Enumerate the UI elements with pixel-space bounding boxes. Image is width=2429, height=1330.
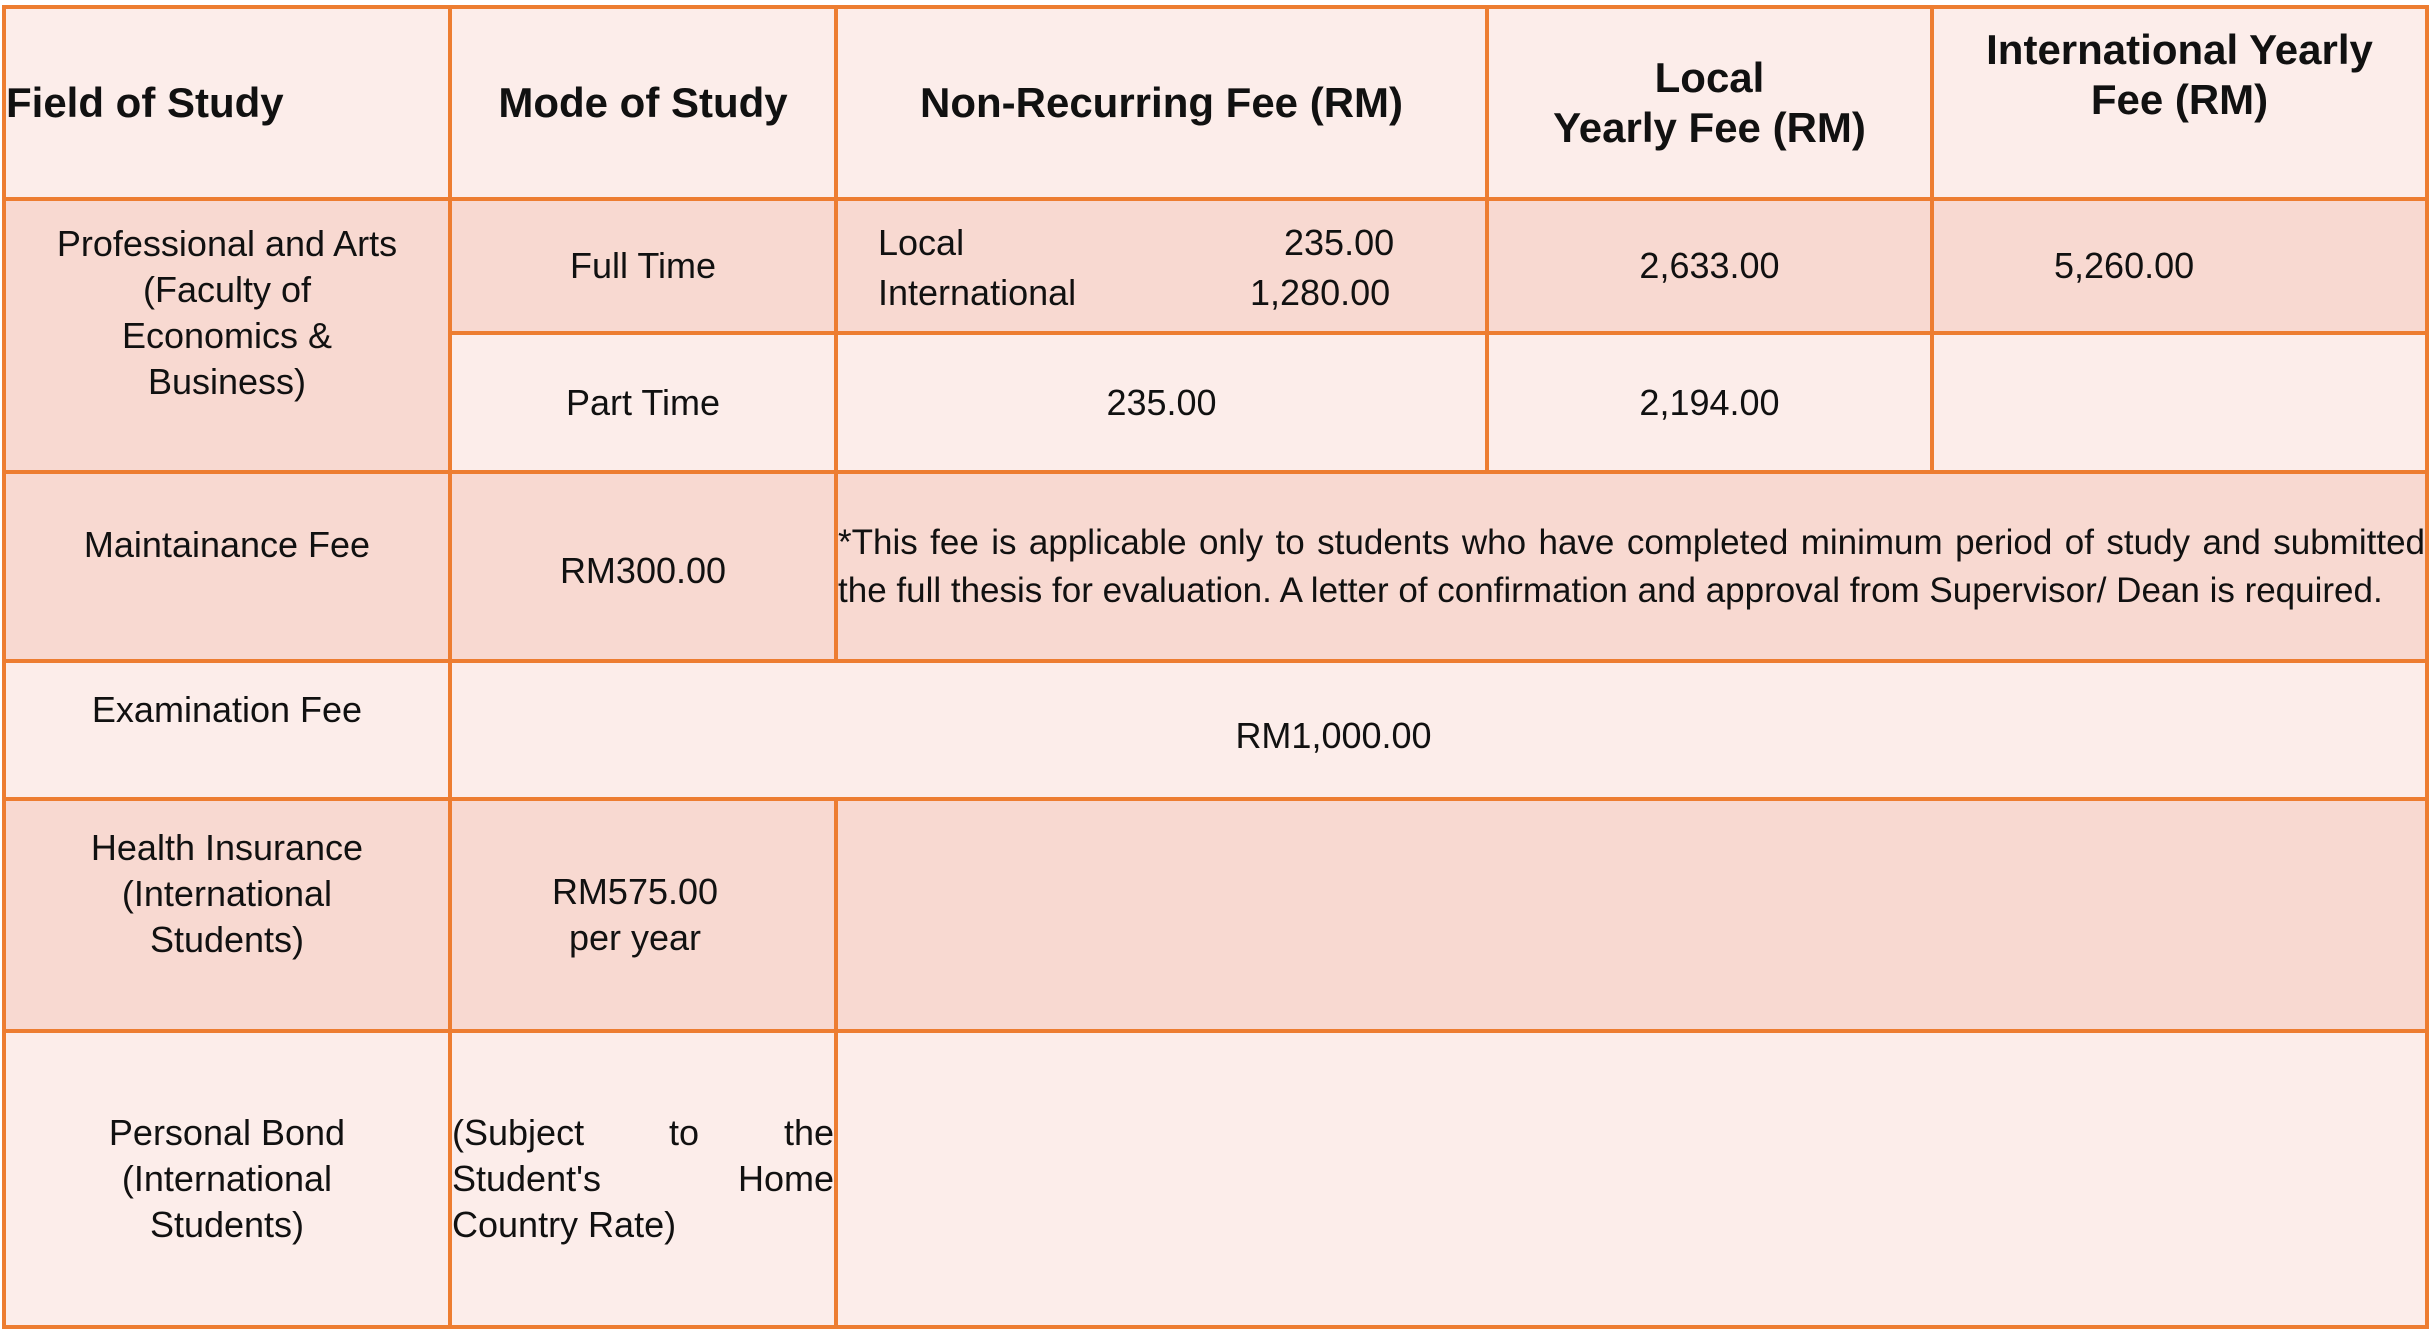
- header-local-yearly-fee: [1487, 7, 1932, 199]
- non-recurring-intl-label: International: [878, 272, 1077, 313]
- fee-table: [2, 5, 2429, 1329]
- non-recurring-local-value: 235.00: [1284, 222, 1395, 263]
- header-local-yearly-line-1: Local: [1654, 54, 1765, 101]
- health-field-line-1: Health Insurance: [90, 827, 364, 868]
- maintenance-field: Maintainance Fee: [4, 472, 450, 661]
- personal-bond-empty: [836, 1031, 2427, 1327]
- header-non-recurring-fee: Non-Recurring Fee (RM): [836, 7, 1487, 199]
- professional-field-line-4: Business): [147, 361, 307, 402]
- examination-value: RM1,000.00: [450, 661, 2427, 799]
- non-recurring-intl-value: 1,280.00: [1250, 272, 1391, 313]
- maintenance-note: *This fee is applicable only to students who have completed minimum period of study and submitted the full thesis for evaluation. A letter of confirmation and approval from Supervisor/ Dean is required.: [836, 472, 2427, 661]
- personal-bond-field: [4, 1031, 450, 1327]
- header-international-yearly-fee: [1932, 7, 2427, 199]
- personal-bond-value: (Subject to the Student's Home Country Rate): [450, 1031, 836, 1327]
- part-time-local-yearly: 2,194.00: [1487, 333, 1932, 472]
- professional-field-line-2: (Faculty of: [142, 269, 312, 310]
- full-time-mode: Full Time: [450, 199, 836, 333]
- part-time-non-recurring: 235.00: [836, 333, 1487, 472]
- examination-field: Examination Fee: [4, 661, 450, 799]
- bond-field-line-3: Students): [149, 1204, 305, 1245]
- health-insurance-empty: [836, 799, 2427, 1031]
- part-time-mode: Part Time: [450, 333, 836, 472]
- health-field-line-3: Students): [149, 919, 305, 960]
- header-local-yearly-line-2: Yearly Fee (RM): [1553, 104, 1866, 151]
- part-time-intl-yearly: [1932, 333, 2427, 472]
- health-insurance-field: [4, 799, 450, 1031]
- health-value-line-1: RM575.00: [551, 871, 719, 912]
- professional-field-line-1: Professional and Arts: [56, 223, 398, 264]
- bond-field-line-2: (International: [121, 1158, 333, 1199]
- health-insurance-value: [450, 799, 836, 1031]
- non-recurring-local-label: Local: [878, 222, 965, 263]
- full-time-non-recurring: [836, 199, 1487, 333]
- header-mode-of-study: Mode of Study: [450, 7, 836, 199]
- health-field-line-2: (International: [121, 873, 333, 914]
- header-intl-yearly-line-2: Fee (RM): [2090, 76, 2269, 123]
- health-value-line-2: per year: [568, 917, 702, 958]
- professional-field-cell: [4, 199, 450, 472]
- header-intl-yearly-line-1: International Yearly: [1986, 26, 2373, 73]
- full-time-intl-yearly: 5,260.00: [1932, 199, 2427, 333]
- professional-field-line-3: Economics &: [121, 315, 333, 356]
- full-time-local-yearly: 2,633.00: [1487, 199, 1932, 333]
- maintenance-value: RM300.00: [450, 472, 836, 661]
- header-field-of-study: Field of Study: [4, 7, 450, 199]
- bond-field-line-1: Personal Bond: [108, 1112, 346, 1153]
